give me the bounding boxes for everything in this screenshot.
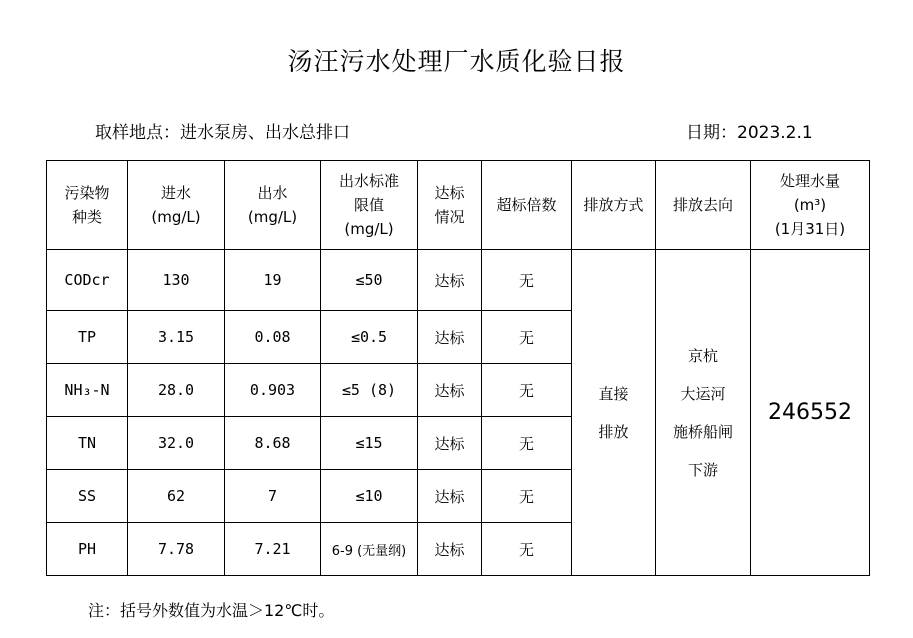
exceed-value: 无 — [482, 364, 572, 417]
treated-volume: 246552 — [751, 250, 870, 576]
inflow-value: 62 — [128, 470, 225, 523]
limit-value: ≤15 — [321, 417, 418, 470]
table-row — [47, 250, 870, 311]
exceed-value: 无 — [482, 250, 572, 311]
header-volume: 处理水量 (m³) (1月31日) — [751, 161, 870, 250]
pollutant-name: NH₃-N — [47, 364, 128, 417]
limit-value: ≤0.5 — [321, 311, 418, 364]
compliance-status: 达标 — [418, 364, 482, 417]
exceed-value: 无 — [482, 311, 572, 364]
sampling-location: 取样地点：进水泵房、出水总排口 — [95, 123, 350, 143]
pollutant-name: PH — [47, 523, 128, 576]
limit-value: ≤10 — [321, 470, 418, 523]
inflow-value: 7.78 — [128, 523, 225, 576]
outflow-value: 8.68 — [225, 417, 321, 470]
compliance-status: 达标 — [418, 250, 482, 311]
header-limit: 出水标准 限值 (mg/L) — [321, 161, 418, 250]
discharge-method-cell: 直接 排放 — [572, 250, 656, 576]
inflow-value: 28.0 — [128, 364, 225, 417]
outflow-value: 19 — [225, 250, 321, 311]
compliance-status: 达标 — [418, 417, 482, 470]
pollutant-name: TN — [47, 417, 128, 470]
compliance-status: 达标 — [418, 311, 482, 364]
header-compliance: 达标 情况 — [418, 161, 482, 250]
header-pollutant-type: 污染物 种类 — [47, 161, 128, 250]
header-discharge-method: 排放方式 — [572, 161, 656, 250]
outflow-value: 7.21 — [225, 523, 321, 576]
header-outflow: 出水 (mg/L) — [225, 161, 321, 250]
inflow-value: 130 — [128, 250, 225, 311]
inflow-value: 32.0 — [128, 417, 225, 470]
pollutant-name: SS — [47, 470, 128, 523]
limit-value: ≤50 — [321, 250, 418, 311]
exceed-value: 无 — [482, 523, 572, 576]
pollutant-name: TP — [47, 311, 128, 364]
report-date: 日期：2023.2.1 — [686, 123, 813, 143]
header-exceed: 超标倍数 — [482, 161, 572, 250]
compliance-status: 达标 — [418, 523, 482, 576]
header-inflow: 进水 (mg/L) — [128, 161, 225, 250]
inflow-value: 3.15 — [128, 311, 225, 364]
water-quality-table — [46, 160, 870, 576]
header-discharge-dest: 排放去向 — [656, 161, 751, 250]
pollutant-name: CODcr — [47, 250, 128, 311]
outflow-value: 7 — [225, 470, 321, 523]
limit-value: ≤5 (8) — [321, 364, 418, 417]
outflow-value: 0.08 — [225, 311, 321, 364]
report-title: 汤汪污水处理厂水质化验日报 — [287, 47, 626, 76]
outflow-value: 0.903 — [225, 364, 321, 417]
footnote: 注：括号外数值为水温＞12℃时。 — [88, 601, 335, 620]
exceed-value: 无 — [482, 470, 572, 523]
discharge-dest-cell: 京杭 大运河 施桥船闸 下游 — [656, 250, 751, 576]
exceed-value: 无 — [482, 417, 572, 470]
compliance-status: 达标 — [418, 470, 482, 523]
table-header-row — [47, 161, 870, 250]
limit-value: 6-9 (无量纲) — [321, 523, 418, 576]
